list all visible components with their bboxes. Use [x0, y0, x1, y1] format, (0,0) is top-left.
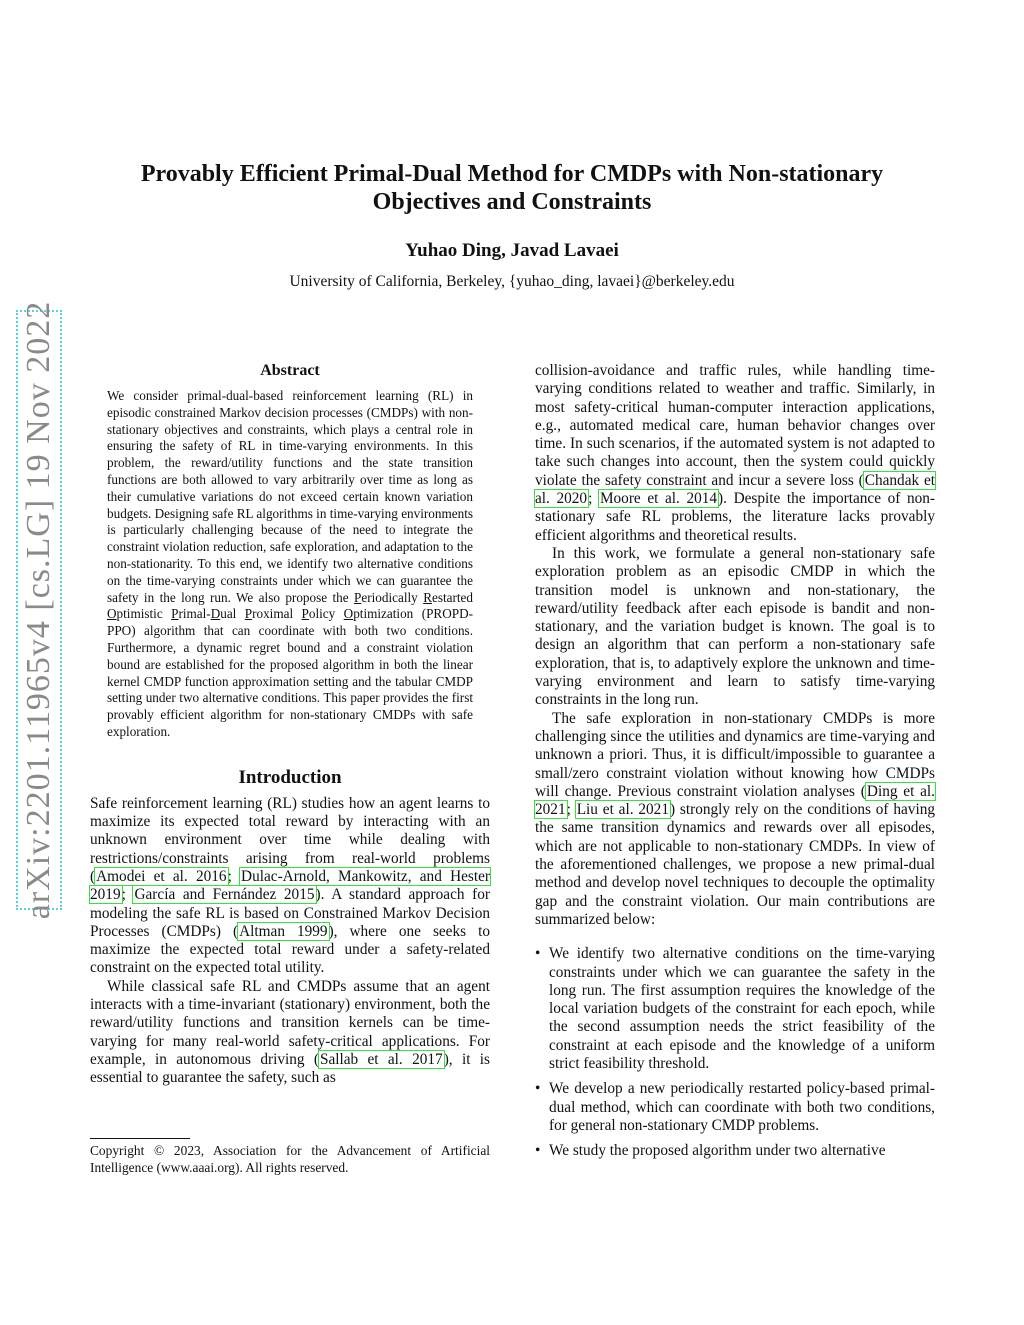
footnote-text: Copyright © 2023, Association for the Advancement of Artificial Intelligence (www.aaai.org). All rights reserved.	[90, 1143, 490, 1175]
paper-affiliation: University of California, Berkeley, {yuhao_ding, lavaei}@berkeley.edu	[289, 273, 735, 290]
intro-paragraph-1: Safe reinforcement learning (RL) studies how an agent learns to maximize its expected total reward by interacting with an unknown environment over time while dealing with restrictions/constraints arising from real-world problems (Amodei et al. 2016; Dulac-Arnold, Mankowitz, and Hester 2019; García and Fernández 2015). A standard approach for modeling the safe RL is based on Constrained Markov Decision Processes (CMDPs) (Altman 1999), where one seeks to maximize the expected total reward under a safety-related constraint on the expected total utility.	[90, 794, 490, 977]
list-item: • We identify two alternative conditions on the time-varying constraints under which we can guarantee the safety in the long run. The first assumption requires the knowledge of the local variation budgets of the constraint for each epoch, while the second assumption needs the strict feasibility of the constraint at each episode and the knowledge of a uniform strict feasibility threshold.	[535, 945, 935, 1072]
citation-link[interactable]: Ding et al. 2021	[535, 782, 935, 819]
list-item: • We develop a new periodically restarted policy-based primal-dual method, which can coordinate with both two conditions, for general non-stationary CMDP problems.	[535, 1080, 935, 1134]
abstract-body	[107, 388, 473, 741]
citation-link[interactable]: Amodei et al. 2016	[96, 867, 227, 885]
contributions-list	[535, 945, 935, 1160]
citation-link[interactable]: García and Fernández 2015	[134, 886, 315, 904]
arxiv-identifier[interactable]	[16, 300, 62, 920]
algorithm-name: Periodically Restarted Optimistic Primal-Dual Proximal Policy Optimization	[107, 589, 473, 622]
abstract-heading: Abstract	[260, 362, 320, 379]
footnote-rule	[90, 1138, 190, 1139]
bullet-icon: •	[535, 1080, 541, 1098]
citation-link[interactable]: Moore et al. 2014	[599, 490, 718, 508]
citation-link[interactable]: Altman 1999	[239, 922, 328, 940]
list-item: • We study the proposed algorithm under two alternative	[535, 1142, 886, 1160]
intro-paragraph-4: In this work, we formulate a general non-stationary safe exploration problem as an episodic CMDP in which the transition model is unknown and non-stationary, the reward/utility feedback after each episode is bandit and non-stationary, and the variation budget is known. The goal is to design an algorithm that can perform a non-stationary safe exploration, that is, to adaptively explore the unknown and time-varying environment and learn to satisfy time-varying constraints in the long run.	[535, 544, 935, 709]
copyright-footnote	[90, 1138, 490, 1176]
bullet-icon: •	[535, 945, 541, 963]
abstract-text-a: We consider primal-dual-based reinforcement learning (RL) in episodic constrained Markov decision processes (CMDPs) with non-stationary objectives and constraints, which plays a central role in ensuring the safety of RL in time-varying environments. In this problem, the reward/utility functions and the state transition functions are both allowed to vary arbitrarily over time as long as their cumulative variations do not exceed certain known variation budgets. Designing safe RL algorithms in time-varying environments is particularly challenging because of the need to integrate the constraint violation reduction, safe exploration, and adaptation to the non-stationarity. To this end, we identify two alternative conditions on the time-varying constraints under which we can guarantee the safety in the long run. We also propose the	[107, 388, 473, 605]
paper-title	[120, 160, 904, 216]
intro-paragraph-2: While classical safe RL and CMDPs assume that an agent interacts with a time-invariant (stationary) environment, both the reward/utility functions and transition kernels can be time-varying for many real-world safety-critical applications. For example, in autonomous driving (Sallab et al. 2017), it is essential to guarantee the safety, such as	[90, 977, 490, 1087]
left-column	[90, 360, 490, 1087]
intro-paragraph-5: The safe exploration in non-stationary CMDPs is more challenging since the utilities and dynamics are time-varying and unknown a priori. Thus, it is difficult/impossible to guarantee a small/zero constraint violation without knowing how CMDPs will change. Previous constraint violation analyses (Ding et al. 2021; Liu et al. 2021) strongly rely on the conditions of having the same transition dynamics and rewards over all episodes, which are not applicable to non-stationary CMDPs. In view of the aforementioned challenges, we propose a new primal-dual method and develop novel techniques to decouple the optimality gap and the constraint violation. Our main contributions are summarized below:	[535, 709, 936, 928]
citation-link[interactable]: Dulac-Arnold, Mankowitz, and Hester 2019	[90, 867, 490, 904]
paper-title-line1: Provably Efficient Primal-Dual Method for CMDPs with Non-stationary	[140, 161, 884, 187]
bullet-icon: •	[535, 1142, 541, 1160]
arxiv-identifier-text: arXiv:2201.11965v4 [cs.LG] 19 Nov 2022	[20, 300, 58, 920]
intro-paragraph-3: collision-avoidance and traffic rules, while handling time-varying conditions related to weather and traffic. Similarly, in most safety-critical human-computer interaction applications, e.g., automated medical care, human behavior changes over time. In such scenarios, if the automated system is not adapted to take such changes into account, then the system could quickly violate the safety constraint and incur a severe loss (Chandak et al. 2020; Moore et al. 2014). Despite the importance of non-stationary safe RL problems, the literature lacks provably efficient algorithms and theoretical results.	[535, 362, 935, 544]
right-column	[535, 362, 935, 1167]
abstract-text-b: (PROPD-PPO) algorithm that can coordinate with both two conditions. Furthermore, a dynamic regret bound and a constraint violation bound are established for the proposed algorithm in both the linear kernel CMDP function approximation setting and the tabular CMDP setting under two alternative conditions. This paper provides the first provably efficient algorithm for non-stationary CMDPs with safe exploration.	[107, 606, 473, 739]
introduction-heading: Introduction	[238, 766, 342, 788]
citation-link[interactable]: Sallab et al. 2017	[319, 1050, 443, 1068]
paper-title-line2: Objectives and Constraints	[372, 189, 652, 215]
citation-link[interactable]: Liu et al. 2021	[576, 801, 669, 819]
paper-authors: Yuhao Ding, Javad Lavaei	[405, 240, 619, 261]
citation-link[interactable]: Chandak et al. 2020	[535, 471, 935, 508]
